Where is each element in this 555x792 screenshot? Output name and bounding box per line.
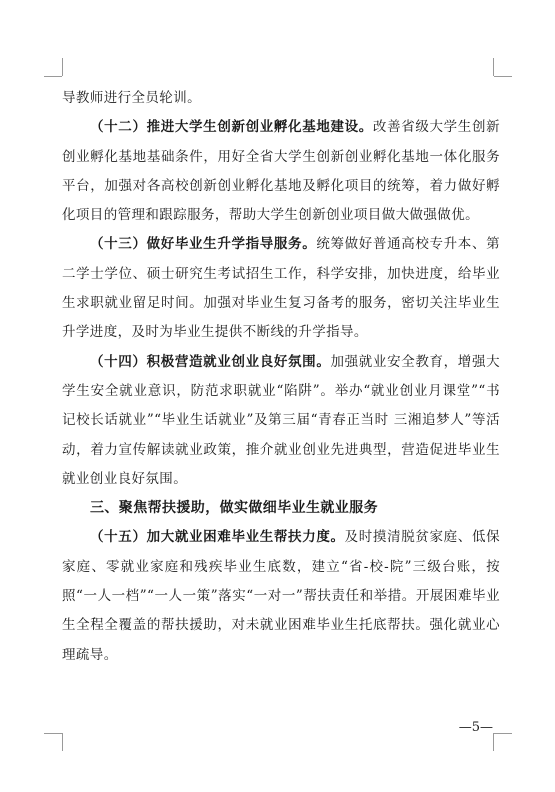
document-body	[62, 84, 500, 670]
paragraph-14-text: 加强就业安全教育，增强大学生安全就业意识，防范求职就业“陷阱”。举办“就业创业月课堂”“书记校长话就业”“毕业生话就业”及第三届“青春正当时 三湘追梦人”等活动，着力宣传解读就业政策，推介就业创业先进典型，营造促进毕业生就业创业良好氛围。	[62, 353, 500, 487]
section-heading-3: 三、聚焦帮扶援助，做实做细毕业生就业服务	[90, 500, 378, 517]
crop-mark-bottom-left-v	[62, 733, 63, 751]
paragraph-13-text: 统筹做好普通高校专升本、第二学士学位、硕士研究生考试招生工作，科学安排，加快进度，给毕业生求职就业留足时间。加强对毕业生复习备考的服务，密切关注毕业生升学进度，及时为毕业生提供不断线的升学指导。	[62, 236, 500, 341]
paragraph-14	[62, 348, 500, 494]
crop-mark-top-right-v	[493, 58, 494, 76]
crop-mark-top-left-h	[44, 76, 62, 77]
paragraph-15-heading: （十五）加大就业困难毕业生帮扶力度。	[90, 529, 345, 546]
crop-mark-bottom-right-v	[493, 733, 494, 751]
paragraph-13	[62, 230, 500, 347]
crop-mark-bottom-left-h	[44, 733, 62, 734]
page-number: —5—	[458, 720, 493, 735]
crop-mark-bottom-right-h	[494, 733, 512, 734]
crop-mark-top-right-h	[494, 76, 512, 77]
paragraph-13-heading: （十三）做好毕业生升学指导服务。	[90, 236, 317, 253]
continuation-line: 导教师进行全员轮训。	[62, 90, 201, 106]
paragraph-12-heading: （十二）推进大学生创新创业孵化基地建设。	[90, 119, 373, 136]
paragraph-12-text: 改善省级大学生创新创业孵化基地基础条件，用好全省大学生创新创业孵化基地一体化服务平台，加强对各高校创新创业孵化基地及孵化项目的统筹，着力做好孵化项目的管理和跟踪服务，帮助大学生创新创业项目做大做强做优。	[62, 119, 500, 224]
paragraph-15	[62, 523, 500, 669]
paragraph-14-heading: （十四）积极营造就业创业良好氛围。	[90, 353, 331, 370]
crop-mark-top-left-v	[62, 58, 63, 76]
paragraph-15-text: 及时摸清脱贫家庭、低保家庭、零就业家庭和残疾毕业生底数，建立“省-校-院”三级台账，按照“一人一档”“一人一策”落实“一对一”帮扶责任和举措。开展困难毕业生全程全覆盖的帮扶援助，对未就业困难毕业生托底帮扶。强化就业心理疏导。	[62, 529, 501, 663]
paragraph-12	[62, 113, 500, 230]
